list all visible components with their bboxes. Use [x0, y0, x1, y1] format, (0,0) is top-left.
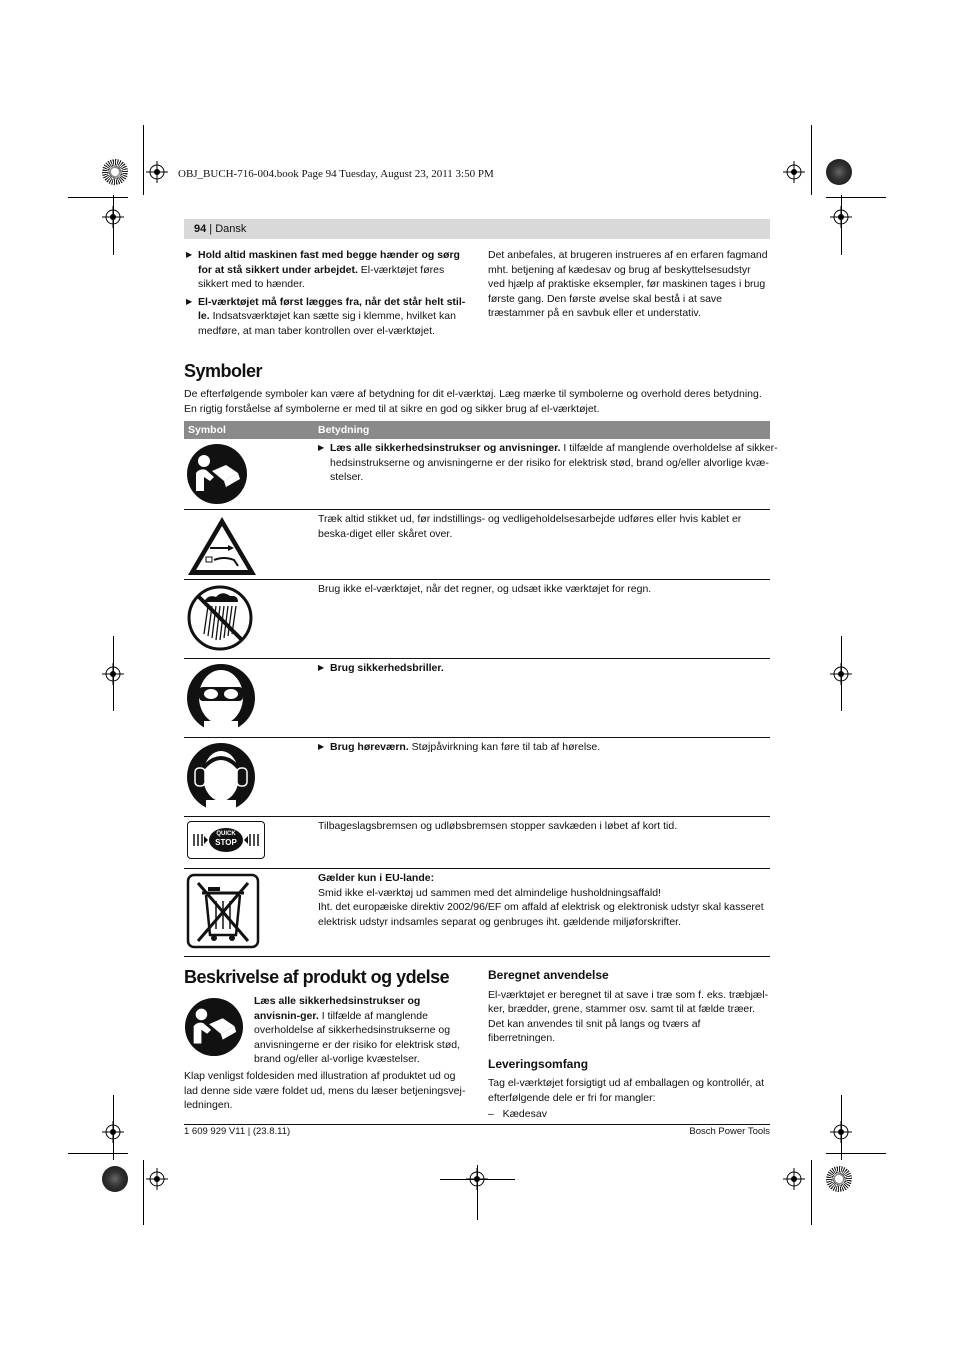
unplug-warning-icon — [186, 514, 258, 578]
intro-bullet: ▶ Hold altid maskinen fast med begge hænder og sørg for at stå sikkert under arbejdet. El-værktøjet føres sikkert med to hænder. — [186, 248, 466, 292]
table-row: QUICK STOP Tilbageslagsbremsen og udløbsbremsen stopper savkæden i løbet af kort tid. — [184, 817, 770, 869]
intro-right-column: Det anbefales, at brugeren instrueres af en erfaren fagmand mht. betjening af kædesav og brug af beskyttelsesudstyr ved hjælp af praktiske eksempler, før maskinen tages i brug første gang. Den første øvelse skal bestå i at save træstammer på en savbuk eller et understativ. — [488, 249, 768, 319]
fold-out-note: Klap venligst foldesiden med illustration af produktet ud og lad denne side være foldet ud, mens du læser betjeningsvej-ledningen. — [184, 1070, 466, 1111]
read-manual-icon — [186, 443, 248, 505]
symbols-table-header — [184, 421, 770, 439]
intro-left-column — [186, 248, 466, 341]
footer-doc-number: 1 609 929 V11 | (23.8.11) — [184, 1126, 291, 1137]
symbols-intro: De efterfølgende symboler kan være af betydning for dit el-værktøj. Læg mærke til symbolerne og overhold deres betydning. En rigtig forståelse af symbolerne er med til at sikre en god og sikker brug af el-værktøjet. — [184, 388, 762, 415]
product-heading: Beskrivelse af produkt og ydelse — [184, 967, 450, 987]
print-header: OBJ_BUCH-716-004.book Page 94 Tuesday, August 23, 2011 3:50 PM — [178, 168, 494, 180]
page-language: Dansk — [215, 223, 247, 235]
table-row: Gælder kun i EU-lande: Smid ikke el-værktøj ud sammen med det almindelige husholdningsaffald! Iht. det europæiske direktiv 2002/96/EF om affald af elektrisk og elektronisk udstyr skal kasseret elektrisk udstyr indsamles separat og genbruges iht. gældende miljøforskrifter. — [184, 869, 770, 957]
footer-brand: Bosch Power Tools — [689, 1126, 770, 1137]
table-row: ▶ Brug sikkerhedsbriller. — [184, 659, 770, 738]
delivery-heading: Leveringsomfang — [488, 1056, 589, 1071]
intended-use-section — [488, 968, 770, 1122]
ear-protection-icon — [186, 742, 256, 812]
page-number: 94 — [194, 223, 207, 235]
page-bar-separator: | — [206, 223, 216, 235]
delivery-text: Tag el-værktøjet forsigtigt ud af emballagen og kontrollér, at efterfølgende dele er fri for mangler: — [488, 1077, 765, 1104]
list-item: – Kædesav — [488, 1108, 547, 1120]
quick-stop-icon — [187, 821, 265, 859]
symbols-table — [184, 421, 778, 957]
read-manual-icon — [184, 997, 244, 1057]
intended-use-text: El-værktøjet er beregnet til at save i træ som f. eks. træbjæl-ker, brædder, grene, stammer osv. samt til at fælde træer. Det kan anvendes til snit på langs og tværs af fiberretningen. — [488, 988, 769, 1044]
quick-stop-label-top: QUICK — [216, 831, 236, 837]
table-row: ▶ Læs alle sikkerhedsinstrukser og anvisninger. I tilfælde af manglende overholdelse af sikker-hedsinstrukserne og anvisningerne er der risiko for elektrisk stød, brand og/eller alvorlige kvæ-stelser. — [184, 439, 770, 510]
quick-stop-label-bottom: STOP — [215, 838, 237, 847]
col-symbol-header: Symbol — [188, 424, 226, 436]
product-warning: Læs alle sikkerhedsinstrukser og anvisnin-ger. I tilfælde af manglende overholdelse af sikkerhedsinstrukserne og anvisningerne er der risiko for elektrisk stød, brand og/eller al-vorlige kvæstelser. — [254, 995, 460, 1065]
footer-divider — [184, 1124, 770, 1125]
weee-bin-icon — [186, 873, 260, 949]
page-header-bar — [184, 219, 770, 239]
intended-use-heading: Beregnet anvendelse — [488, 968, 609, 982]
table-row: Træk altid stikket ud, før indstillings- og vedligeholdelsesarbejde udføres eller hvis kablet er beska-diget eller skåret over. — [184, 510, 770, 580]
intro-bullet: ▶ El-værktøjet må først lægges fra, når det står helt stil-le. Indsatsværktøjet kan sætte sig i klemme, hvilket kan medføre, at man taber kontrollen over el-værktøjet. — [186, 295, 466, 339]
table-row: ▶ Brug høreværn. Støjpåvirkning kan føre til tab af hørelse. — [184, 738, 770, 817]
col-meaning-header: Betydning — [318, 424, 370, 436]
table-row: Brug ikke el-værktøjet, når det regner, og udsæt ikke værktøjet for regn. — [184, 580, 770, 659]
no-rain-icon — [186, 584, 254, 652]
symbols-heading: Symboler — [184, 361, 263, 381]
safety-goggles-icon — [186, 663, 256, 733]
